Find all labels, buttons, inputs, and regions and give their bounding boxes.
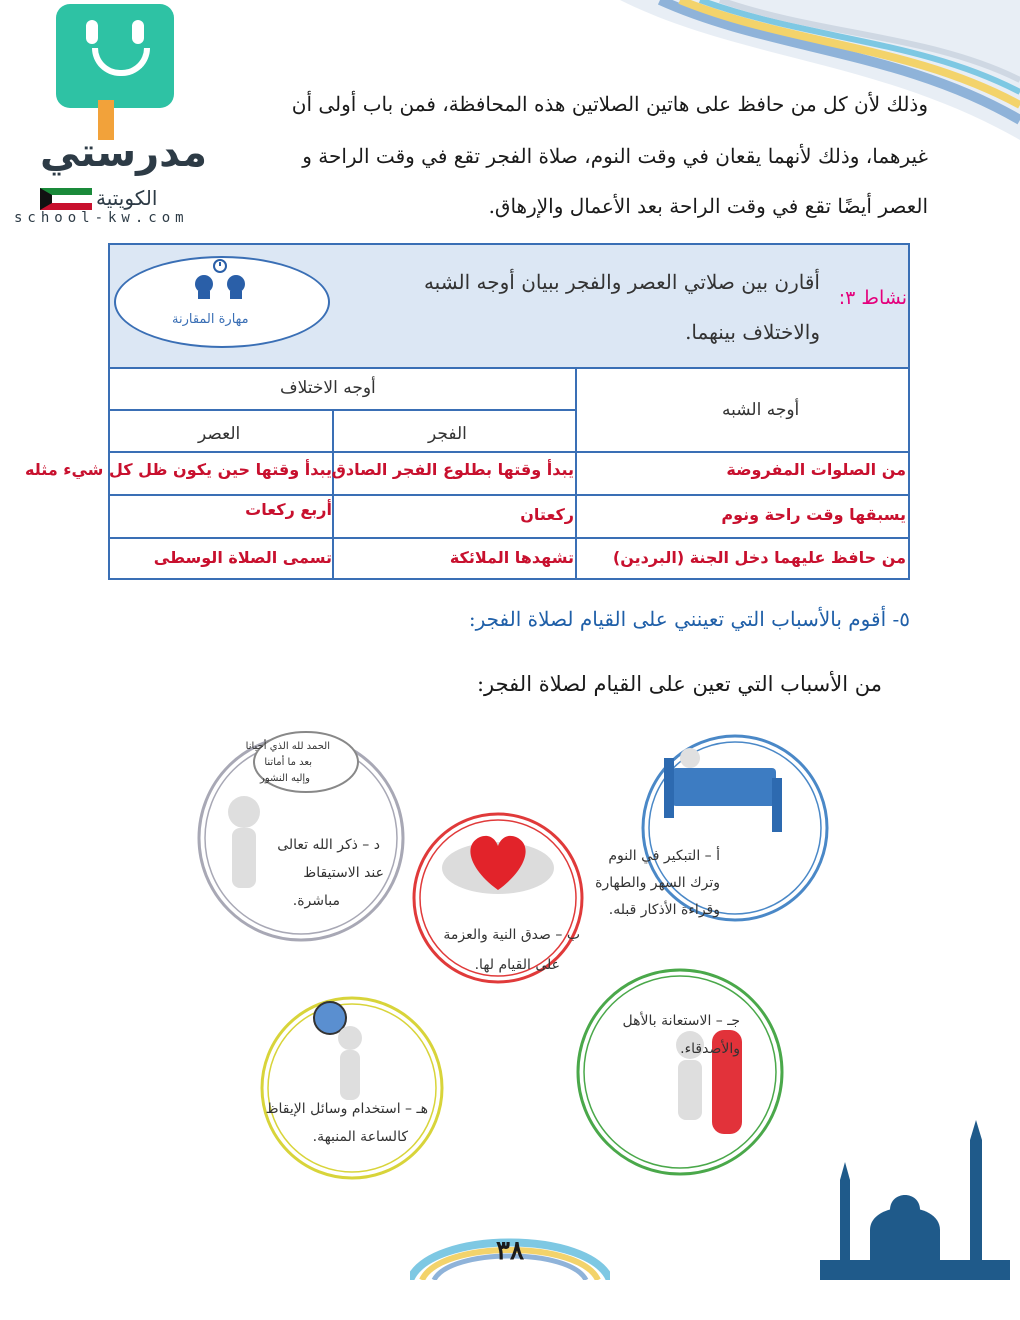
table-divider bbox=[575, 367, 577, 578]
kuwait-flag-icon bbox=[40, 188, 92, 210]
paragraph-line-2: غيرهما، وذلك لأنهما يقعان في وقت النوم، صلاة الفجر تقع في وقت الراحة و bbox=[302, 144, 928, 168]
reason-d-line-1: د – ذكر الله تعالى bbox=[277, 837, 380, 853]
activity-label: نشاط ٣: bbox=[838, 287, 907, 309]
table-divider bbox=[332, 409, 334, 578]
table-divider bbox=[110, 451, 908, 453]
header-fajr: الفجر bbox=[428, 424, 467, 444]
row3-asr: تسمى الصلاة الوسطى bbox=[153, 548, 332, 567]
section-5-title: ٥- أقوم بالأسباب التي تعينني على القيام لصلاة الفجر: bbox=[468, 607, 910, 631]
logo-subtitle: الكويتية bbox=[96, 186, 158, 210]
bubble-line-2: بعد ما أماتنا bbox=[264, 757, 312, 768]
logo-eye-right bbox=[132, 20, 144, 44]
row2-asr: أربع ركعات bbox=[245, 500, 332, 519]
row2-similarity: يسبقها وقت راحة ونوم bbox=[721, 505, 906, 524]
bubble-line-3: وإليه النشور bbox=[260, 773, 310, 784]
reason-e-line-1: هـ – استخدام وسائل الإيقاظ bbox=[265, 1101, 428, 1117]
header-differences: أوجه الاختلاف bbox=[280, 378, 376, 398]
table-divider bbox=[110, 537, 908, 539]
table-divider bbox=[110, 367, 908, 369]
paragraph-line-1: وذلك لأن كل من حافظ على هاتين الصلاتين هذه المحافظة، فمن باب أولى أن bbox=[291, 92, 928, 116]
mosque-silhouette bbox=[820, 1120, 1010, 1280]
section-5-intro: من الأسباب التي تعين على القيام لصلاة الفجر: bbox=[476, 672, 882, 696]
row1-asr: يبدأ وقتها حين يكون ظل كل شيء مثله bbox=[25, 460, 332, 479]
bubble-line-1: الحمد لله الذي أحيانا bbox=[245, 741, 330, 752]
sleeping-figure-icon bbox=[680, 748, 700, 768]
row3-fajr: تشهدها الملائكة bbox=[449, 548, 574, 567]
table-divider bbox=[110, 494, 908, 496]
logo-url: school-kw.com bbox=[14, 210, 189, 226]
reason-a-line-2: وترك السهر والطهارة bbox=[595, 875, 720, 891]
activity-line-2: والاختلاف بينهما. bbox=[685, 320, 820, 344]
header-similarities: أوجه الشبه bbox=[722, 400, 800, 420]
row2-fajr: ركعتان bbox=[520, 505, 574, 524]
skill-label: مهارة المقارنة bbox=[172, 312, 249, 327]
logo-eye-left bbox=[86, 20, 98, 44]
person-icon bbox=[228, 796, 260, 828]
comparison-skill-icon bbox=[190, 258, 250, 302]
activity-line-1: أقارن بين صلاتي العصر والفجر ببيان أوجه الشبه bbox=[423, 270, 820, 294]
row3-similarity: من حافظ عليهما دخل الجنة (البردين) bbox=[612, 548, 906, 567]
reason-c-line-1: جـ – الاستعانة بالأهل bbox=[622, 1013, 740, 1029]
row1-fajr: يبدأ وقتها بطلوع الفجر الصادق bbox=[331, 460, 574, 479]
row1-similarity: من الصلوات المفروضة bbox=[726, 460, 906, 479]
reason-e-line-2: كالساعة المنبهة. bbox=[312, 1129, 408, 1145]
reason-a-line-1: أ – التبكير في النوم bbox=[608, 848, 720, 864]
decorative-swoosh bbox=[620, 0, 1020, 160]
reason-c-line-2: والأصدقاء. bbox=[680, 1041, 740, 1057]
logo-title: مدرستي bbox=[40, 130, 208, 176]
header-asr: العصر bbox=[198, 424, 241, 444]
reason-b-line-1: ب – صدق النية والعزمة bbox=[443, 927, 580, 943]
reason-d-line-2: عند الاستيقاظ bbox=[303, 865, 384, 881]
logo-mark bbox=[56, 4, 174, 108]
reason-b-line-2: على القيام لها. bbox=[474, 957, 560, 973]
bed-icon bbox=[672, 768, 776, 806]
reason-a-line-3: وقراءة الأذكار قبله. bbox=[608, 902, 720, 918]
logo-smile bbox=[92, 48, 150, 76]
reason-d-line-3: مباشرة. bbox=[292, 893, 340, 909]
table-divider bbox=[110, 409, 576, 411]
paragraph-line-3: العصر أيضًا تقع في وقت الراحة بعد الأعمال والإرهاق. bbox=[488, 194, 928, 218]
alarm-clock-icon bbox=[314, 1002, 346, 1034]
page-number: ٣٨ bbox=[496, 1236, 524, 1266]
